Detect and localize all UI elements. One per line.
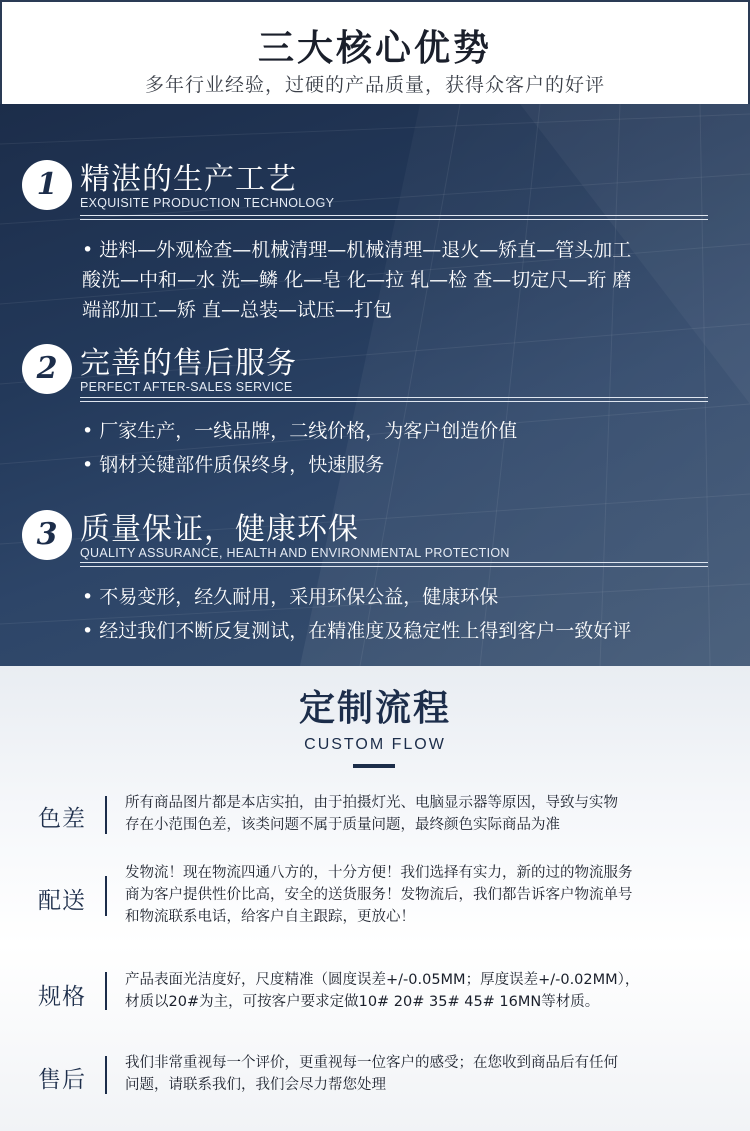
row-text-line: 商为客户提供性价比高，安全的送货服务！发物流后，我们都告诉客户物流单号	[125, 887, 633, 903]
flow-row-specification	[0, 966, 750, 1016]
advantage-3-title: 质量保证，健康环保	[80, 512, 359, 547]
advantage-3-text	[82, 582, 712, 646]
advantage-2-line-2: • 钢材关键部件质保终身，快速服务	[82, 454, 385, 476]
number-badge-3: 3	[22, 510, 72, 560]
advantage-2-line-1: • 厂家生产，一线品牌，二线价格，为客户创造价值	[82, 420, 518, 442]
advantage-1-line-1: • 进料—外观检查—机械清理—机械清理—退火—矫直—管头加工	[82, 239, 632, 261]
advantage-2-header	[22, 338, 712, 408]
divider-rule	[80, 397, 708, 402]
advantage-2-text	[82, 416, 712, 480]
advantage-2-subtitle: PERFECT AFTER-SALES SERVICE	[80, 380, 293, 394]
advantage-3-subtitle: QUALITY ASSURANCE, HEALTH AND ENVIRONMENTAL PROTECTION	[80, 546, 510, 560]
advantage-2-title: 完善的售后服务	[80, 346, 297, 381]
row-text	[125, 969, 725, 1013]
header-panel	[0, 0, 750, 104]
number-badge-1: 1	[22, 160, 72, 210]
advantage-3-header	[22, 504, 712, 574]
advantage-1-title: 精湛的生产工艺	[80, 162, 297, 197]
flow-row-after-sales	[0, 1050, 750, 1100]
row-label: 售后	[38, 1067, 86, 1093]
page-subtitle: 多年行业经验，过硬的产品质量，获得众客户的好评	[144, 74, 605, 96]
advantage-3-line-2: • 经过我们不断反复测试，在精准度及稳定性上得到客户一致好评	[82, 620, 632, 642]
advantages-section	[0, 104, 750, 666]
row-text	[125, 1052, 725, 1096]
row-divider	[105, 1056, 107, 1094]
row-text	[125, 792, 725, 836]
row-label: 配送	[38, 888, 86, 914]
row-text-line: 产品表面光洁度好，尺度精准（圆度误差+/-0.05MM；厚度误差+/-0.02MM），	[125, 972, 640, 988]
title-underline	[353, 764, 395, 768]
row-label: 色差	[38, 806, 86, 832]
advantage-3-line-1: • 不易变形，经久耐用，采用环保公益，健康环保	[82, 586, 499, 608]
advantage-1-line-2: 酸洗—中和—水 洗—鳞 化—皂 化—拉 轧—检 查—切定尺—珩 磨	[82, 269, 632, 291]
advantage-1-subtitle: EXQUISITE PRODUCTION TECHNOLOGY	[80, 196, 335, 210]
row-text-line: 问题，请联系我们，我们会尽力帮您处理	[125, 1077, 386, 1093]
row-divider	[105, 796, 107, 834]
row-text-line: 材质以20#为主，可按客户要求定做10# 20# 35# 45# 16MN等材质。	[125, 994, 600, 1010]
row-text	[125, 862, 725, 928]
divider-rule	[80, 562, 708, 567]
advantage-1-header	[22, 154, 712, 224]
custom-flow-section	[0, 666, 750, 1131]
row-text-line: 存在小范围色差，该类问题不属于质量问题，最终颜色实际商品为准	[125, 817, 560, 833]
flow-row-delivery	[0, 862, 750, 932]
page-title: 三大核心优势	[257, 28, 492, 69]
advantage-1-text	[82, 235, 712, 325]
row-divider	[105, 876, 107, 916]
row-text-line: 所有商品图片都是本店实拍，由于拍摄灯光、电脑显示器等原因，导致与实物	[125, 795, 618, 811]
number-badge-2: 2	[22, 344, 72, 394]
row-text-line: 我们非常重视每一个评价，更重视每一位客户的感受；在您收到商品后有任何	[125, 1055, 618, 1071]
flow-title: 定制流程	[298, 688, 451, 729]
row-divider	[105, 972, 107, 1010]
divider-rule	[80, 215, 708, 220]
flow-subtitle: CUSTOM FLOW	[304, 736, 446, 753]
flow-row-color-difference	[0, 790, 750, 840]
row-text-line: 发物流！现在物流四通八方的，十分方便！我们选择有实力，新的过的物流服务	[125, 865, 633, 881]
row-label: 规格	[38, 984, 86, 1010]
row-text-line: 和物流联系电话，给客户自主跟踪，更放心！	[125, 909, 415, 925]
advantage-1-line-3: 端部加工—矫 直—总装—试压—打包	[82, 299, 393, 321]
